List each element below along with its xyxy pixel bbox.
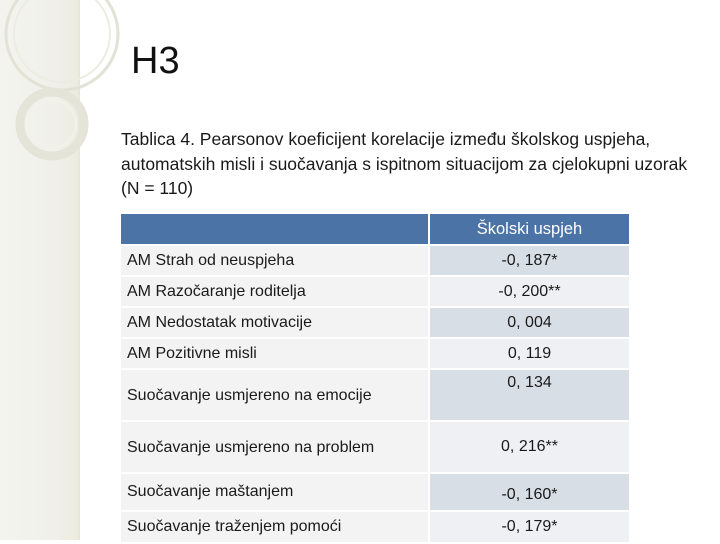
row-label: Suočavanje maštanjem — [121, 474, 430, 512]
row-label: AM Razočaranje roditelja — [121, 277, 430, 308]
row-value: 0, 216** — [430, 422, 631, 474]
table-row — [121, 370, 631, 422]
row-value: 0, 119 — [430, 339, 631, 370]
row-value: -0, 179* — [430, 512, 631, 544]
table-row — [121, 339, 631, 370]
row-label: AM Pozitivne misli — [121, 339, 430, 370]
table-header-row — [121, 214, 631, 246]
slide-title: H3 — [131, 40, 180, 82]
decorative-ring-small-inner — [28, 100, 76, 148]
decorative-ring-small — [20, 92, 84, 156]
row-value: 0, 004 — [430, 308, 631, 339]
row-label: Suočavanje usmjereno na emocije — [121, 370, 430, 422]
table-row — [121, 277, 631, 308]
row-label: Suočavanje usmjereno na problem — [121, 422, 430, 474]
table-row — [121, 246, 631, 277]
row-value: -0, 160* — [430, 474, 631, 512]
table-row — [121, 512, 631, 544]
header-school-success: Školski uspjeh — [430, 214, 631, 246]
row-label: Suočavanje traženjem pomoći — [121, 512, 430, 544]
table-caption: Tablica 4. Pearsonov koeficijent korelacije između školskog uspjeha, automatskih misli i suočavanja s ispitnom situacijom za cjelokupni uzorak (N = 110) — [121, 129, 688, 198]
correlation-table — [121, 214, 631, 544]
table-row — [121, 422, 631, 474]
decorative-ring-large — [6, 0, 118, 90]
row-value: -0, 200** — [430, 277, 631, 308]
row-value: 0, 134 — [430, 370, 631, 422]
row-value: -0, 187* — [430, 246, 631, 277]
decorative-ring-inner — [14, 0, 110, 82]
table-row — [121, 308, 631, 339]
row-label: AM Nedostatak motivacije — [121, 308, 430, 339]
table-row — [121, 474, 631, 512]
row-label: AM Strah od neuspjeha — [121, 246, 430, 277]
header-empty-cell — [121, 214, 430, 246]
